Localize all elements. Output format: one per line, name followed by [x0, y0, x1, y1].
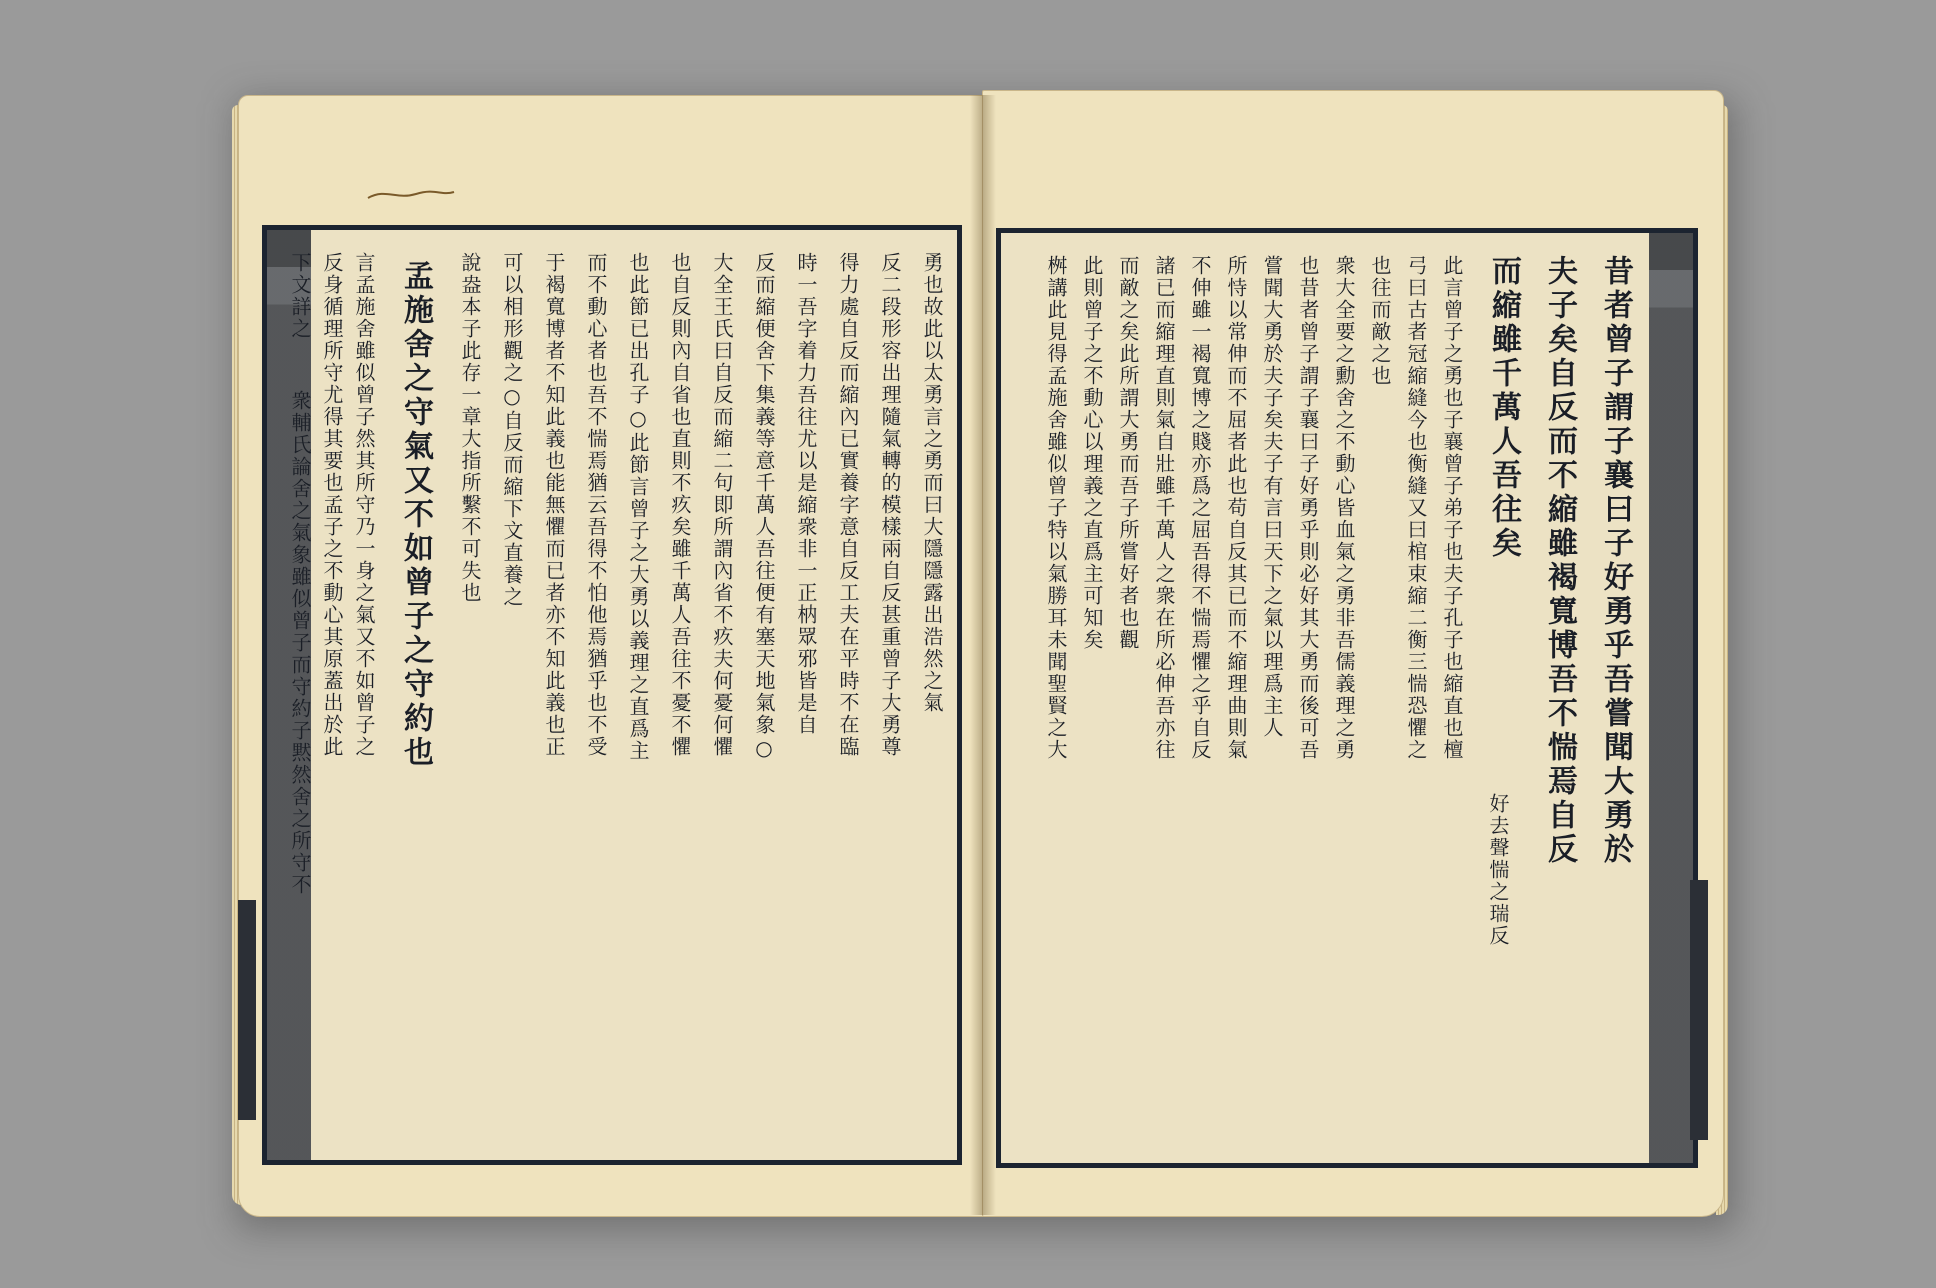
pen-mark — [366, 184, 456, 202]
left-commentary-col-3: 下文詳之 — [288, 252, 312, 340]
right-gloss: 好去聲惴之瑞反 — [1486, 793, 1510, 947]
right-text-col-8: 不伸雖一褐寬博之賤亦爲之屈吾得不惴焉懼之乎自反 — [1188, 255, 1212, 761]
right-text-col-3: 也往而敵之也 — [1368, 255, 1392, 387]
left-text-col-1: 勇也故此以太勇言之勇而曰大隱隱露出浩然之氣 — [920, 252, 944, 714]
left-text-col-8: 也此節已出孔子○此節言曾子之大勇以義理之直爲主 — [626, 252, 650, 762]
right-text-col-7: 所恃以常伸而不屈者此也苟自反其已而不縮理曲則氣 — [1224, 255, 1248, 761]
right-text-col-1: 此言曾子之勇也子襄曾子弟子也夫子孔子也縮直也檀 — [1440, 255, 1464, 761]
left-text-col-9: 而不動心者也吾不惴焉猶云吾得不怕他焉猶乎也不受 — [584, 252, 608, 758]
right-margin-header — [1649, 233, 1693, 1163]
right-text-col-6: 嘗聞大勇於夫子矣夫子有言曰天下之氣以理爲主人 — [1260, 255, 1284, 739]
left-text-block — [262, 225, 962, 1165]
left-commentary-col-1: 言孟施舍雖似曾子然其所守乃一身之氣又不如曾子之 — [352, 252, 376, 758]
left-text-col-6: 大全王氏曰自反而縮二句即所謂內省不疚夫何憂何懼 — [710, 252, 734, 758]
right-text-col-5: 也昔者曾子謂子襄曰子好勇乎則必好其大勇而後可吾 — [1296, 255, 1320, 761]
book-gutter — [970, 95, 996, 1215]
right-text-col-9: 諸已而縮理直則氣自壯雖千萬人之衆在所必伸吾亦往 — [1152, 255, 1176, 761]
left-edge-dark-tab — [238, 900, 256, 1120]
left-text-col-2: 反二段形容出理隨氣轉的模樣兩自反甚重曾子大勇尊 — [878, 252, 902, 758]
right-text-col-4: 衆大全要之勳舍之不動心皆血氣之勇非吾儒義理之勇 — [1332, 255, 1356, 761]
left-text-col-4: 時一吾字着力吾往尤以是縮衆非一正枘眾邪皆是自 — [794, 252, 818, 736]
right-main-col-1: 昔者曾子謂子襄曰子好勇乎吾嘗聞大勇於 — [1598, 255, 1633, 867]
right-main-col-3: 而縮雖千萬人吾往矣 — [1486, 255, 1521, 561]
left-main-heading: 孟施舍之守氣又不如曾子之守約也 — [398, 260, 433, 770]
right-text-col-12: 桝講此見得孟施舍雖似曾子特以氣勝耳未聞聖賢之大 — [1044, 255, 1068, 761]
left-commentary-col-2: 反身循理所守尤得其要也孟子之不動心其原蓋出於此 — [320, 252, 344, 758]
left-text-col-5: 反而縮便舍下集義等意千萬人吾往便有塞天地氣象○ — [752, 252, 776, 762]
right-text-col-10: 而敵之矣此所謂大勇而吾子所嘗好者也觀 — [1116, 255, 1140, 651]
left-commentary-col-4: 衆輔氏論舍之氣象雖似曾子而守約子黙然舍之所守不 — [288, 390, 312, 896]
right-text-col-2: 弓曰古者冠縮縫今也衡縫又曰棺束縮二衡三惴恐懼之 — [1404, 255, 1428, 761]
right-text-block — [996, 228, 1698, 1168]
right-edge-dark-tab — [1690, 880, 1708, 1140]
left-text-col-10: 于褐寬博者不知此義也能無懼而已者亦不知此義也正 — [542, 252, 566, 758]
left-text-col-7: 也自反則內自省也直則不疚矣雖千萬人吾往不憂不懼 — [668, 252, 692, 758]
left-text-col-12: 說盎本子此存一章大指所繫不可失也 — [458, 252, 482, 604]
left-text-col-11: 可以相形觀之○自反而縮下文直養之 — [500, 252, 524, 608]
left-text-col-3: 得力處自反而縮內已實養字意自反工夫在平時不在臨 — [836, 252, 860, 758]
right-text-col-11: 此則曾子之不動心以理義之直爲主可知矣 — [1080, 255, 1104, 651]
right-main-col-2: 夫子矣自反而不縮雖褐寬博吾不惴焉自反 — [1542, 255, 1577, 867]
